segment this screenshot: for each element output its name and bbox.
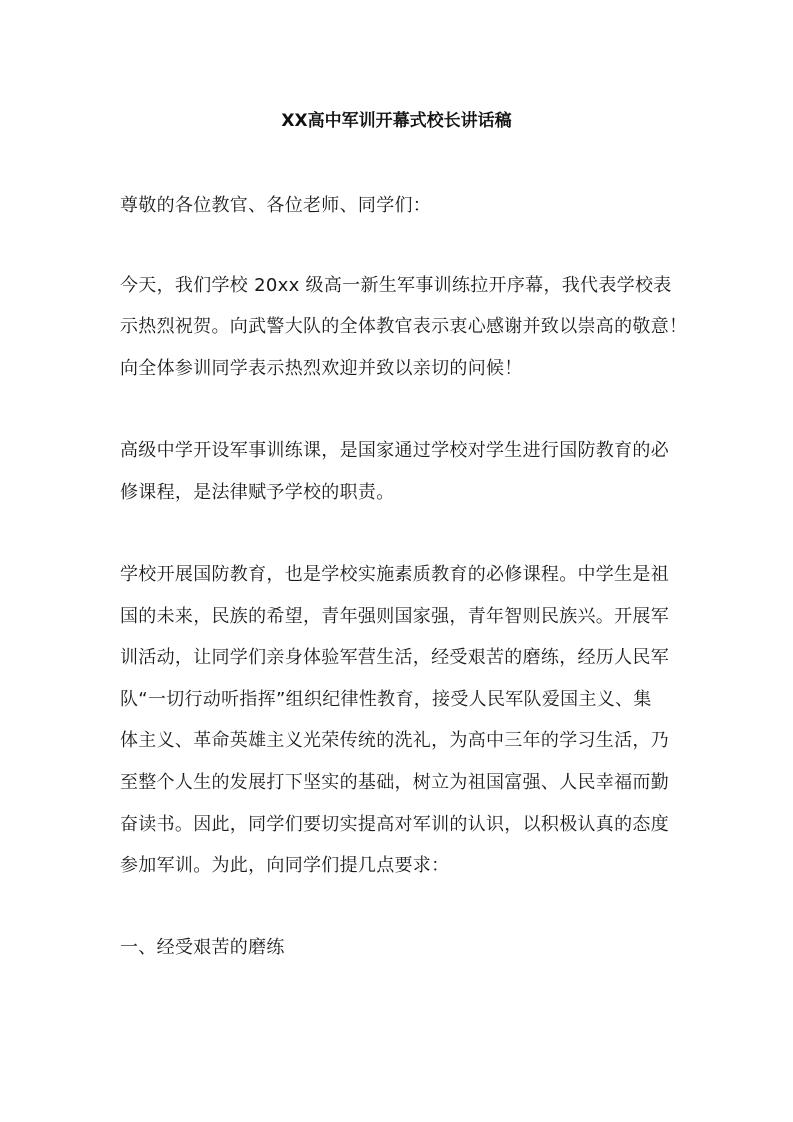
paragraph-line: 奋读书。因此，同学们要切实提高对军训的认识，以积极认真的态度 <box>120 814 669 835</box>
paragraph-line: 队“一切行动听指挥”组织纪律性教育，接受人民军队爱国主义、集 <box>120 689 652 710</box>
salutation: 尊敬的各位教官、各位老师、同学们： <box>120 195 432 216</box>
paragraph-line: 今天，我们学校 20xx 级高一新生军事训练拉开序幕，我代表学校表 <box>120 275 672 296</box>
paragraph-line: 学校开展国防教育，也是学校实施素质教育的必修课程。中学生是祖 <box>120 564 669 585</box>
paragraph-line: 参加军训。为此，向同学们提几点要求： <box>120 855 450 876</box>
paragraph-line: 示热烈祝贺。向武警大队的全体教官表示衷心感谢并致以崇高的敬意！ <box>120 316 688 337</box>
paragraph-line: 修课程，是法律赋予学校的职责。 <box>120 482 395 503</box>
section-heading: 一、经受艰苦的磨练 <box>120 937 285 958</box>
paragraph-line: 体主义、革命英雄主义光荣传统的洗礼，为高中三年的学习生活，乃 <box>120 730 669 751</box>
paragraph-line: 国的未来，民族的希望，青年强则国家强，青年智则民族兴。开展军 <box>120 606 669 627</box>
paragraph-line: 高级中学开设军事训练课，是国家通过学校对学生进行国防教育的必 <box>120 440 669 461</box>
paragraph-line: 至整个人生的发展打下坚实的基础，树立为祖国富强、人民幸福而勤 <box>120 772 669 793</box>
document-title: XX高中军训开幕式校长讲话稿 <box>281 111 512 131</box>
paragraph-line: 向全体参训同学表示热烈欢迎并致以亲切的问候！ <box>120 358 523 379</box>
paragraph-line: 训活动，让同学们亲身体验军营生活，经受艰苦的磨练，经历人民军 <box>120 647 669 668</box>
